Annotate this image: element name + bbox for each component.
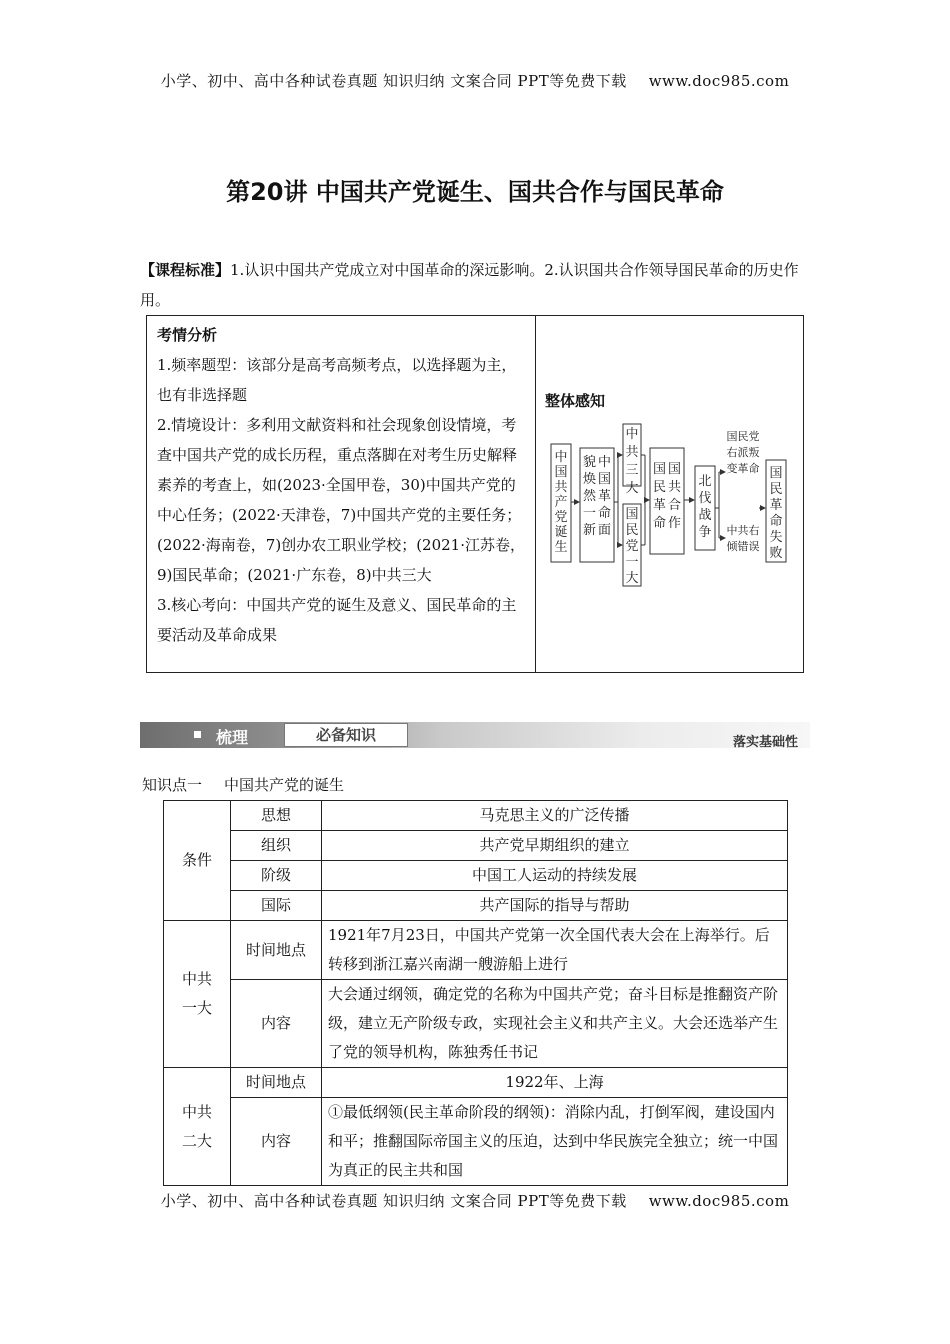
row-key: 思想 (231, 801, 322, 831)
node-cpc-birth-label: 中国共产党诞生 (554, 450, 568, 555)
row-key: 内容 (231, 980, 322, 1068)
row-value: 中国工人运动的持续发展 (322, 861, 788, 891)
node-failure-label: 国民革命失败 (769, 466, 783, 561)
page-title: 第20讲 中国共产党诞生、国共合作与国民革命 (226, 178, 724, 206)
node-cpc-right-label: 中共右倾错误 (726, 524, 760, 553)
course-standard (140, 255, 820, 315)
overview-flowchart (547, 420, 813, 590)
footer-text: 小学、初中、高中各种试卷真题 知识归纳 文案合同 PPT等免费下载 (160, 1192, 627, 1210)
row-value: 1922年、上海 (322, 1068, 788, 1098)
exam-analysis-p3: 3.核心考向：中国共产党的诞生及意义、国民革命的主要活动及革命成果 (157, 596, 517, 644)
node-third-congress-label: 中共三大 (625, 427, 639, 496)
row-key: 阶级 (231, 861, 322, 891)
course-standard-text: 1.认识中国共产党成立对中国革命的深远影响。2.认识国共合作领导国民革命的历史作用。 (140, 261, 799, 309)
page-header (0, 70, 950, 91)
exam-analysis-p1: 1.频率题型：该部分是高考高频考点，以选择题为主，也有非选择题 (157, 356, 517, 404)
section-right-label: 落实基础性 (732, 735, 798, 750)
node-kmt-right-label: 国民党右派叛变革命 (726, 430, 760, 475)
table-row (164, 831, 788, 861)
knowledge-table (163, 800, 788, 1186)
course-standard-label: 【课程标准】 (140, 261, 231, 279)
header-text: 小学、初中、高中各种试卷真题 知识归纳 文案合同 PPT等免费下载 (160, 72, 627, 90)
analysis-box (146, 315, 804, 673)
table-row (164, 1068, 788, 1098)
row-value: 马克思主义的广泛传播 (322, 801, 788, 831)
group-label-text: 中共二大 (181, 1102, 212, 1150)
exam-analysis-p2: 2.情境设计：多利用文献资料和社会现象创设情境，考查中国共产党的成长历程，重点落脚在对考生历史解释素养的考查上，如(2023·全国甲卷，30)中国共产党的中心任务；(2022·天津卷，7)中国共产党的主要任务；(2022·海南卷，7)创办农工职业学校；(2021·江苏卷，9)国民革命；(2021·广东卷，8)中共三大 (157, 416, 525, 584)
table-row (164, 861, 788, 891)
section-left-label: 梳理 (216, 728, 249, 747)
knowledge-point-heading (142, 774, 344, 795)
knowledge-point-title: 中国共产党的诞生 (224, 776, 345, 794)
table-row (164, 1098, 788, 1186)
row-key: 组织 (231, 831, 322, 861)
node-cooperation-label: 国共合作国民革命 (652, 462, 682, 531)
section-tab[interactable]: 必备知识 (284, 723, 408, 747)
node-northern-expedition-label: 北伐战争 (698, 474, 712, 540)
row-value: 共产党早期组织的建立 (322, 831, 788, 861)
node-new-look-label: 中国革命面貌焕然一新 (582, 455, 612, 538)
section-band (140, 722, 810, 748)
node-kmt-first-label: 国民党一大 (625, 507, 639, 586)
footer-site[interactable]: www.doc985.com (648, 1192, 790, 1210)
page-footer (0, 1190, 950, 1211)
table-row (164, 891, 788, 921)
group-label-text: 中共一大 (181, 970, 212, 1017)
group-label (164, 1068, 231, 1186)
exam-analysis-heading: 考情分析 (157, 326, 218, 344)
row-value: 1921年7月23日，中国共产党第一次全国代表大会在上海举行。后转移到浙江嘉兴南湖一艘游船上进行 (322, 921, 788, 980)
group-label (164, 921, 231, 1068)
exam-analysis (157, 320, 527, 650)
row-key: 内容 (231, 1098, 322, 1186)
table-row (164, 980, 788, 1068)
row-value: 共产国际的指导与帮助 (322, 891, 788, 921)
row-key: 时间地点 (231, 1068, 322, 1098)
table-row (164, 921, 788, 980)
header-site[interactable]: www.doc985.com (648, 72, 790, 90)
row-value: 大会通过纲领，确定党的名称为中国共产党；奋斗目标是推翻资产阶级，建立无产阶级专政，实现社会主义和共产主义。大会还选举产生了党的领导机构，陈独秀任书记 (322, 980, 788, 1068)
knowledge-point-num: 知识点一 (142, 776, 203, 794)
box-divider (535, 316, 536, 672)
row-key: 时间地点 (231, 921, 322, 980)
group-label: 条件 (164, 801, 231, 921)
row-key: 国际 (231, 891, 322, 921)
overview-title: 整体感知 (545, 392, 606, 410)
row-value: ①最低纲领(民主革命阶段的纲领)：消除内乱，打倒军阀，建设国内和平；推翻国际帝国主义的压迫，达到中华民族完全独立；统一中国为真正的民主共和国 (322, 1098, 788, 1186)
table-row (164, 801, 788, 831)
